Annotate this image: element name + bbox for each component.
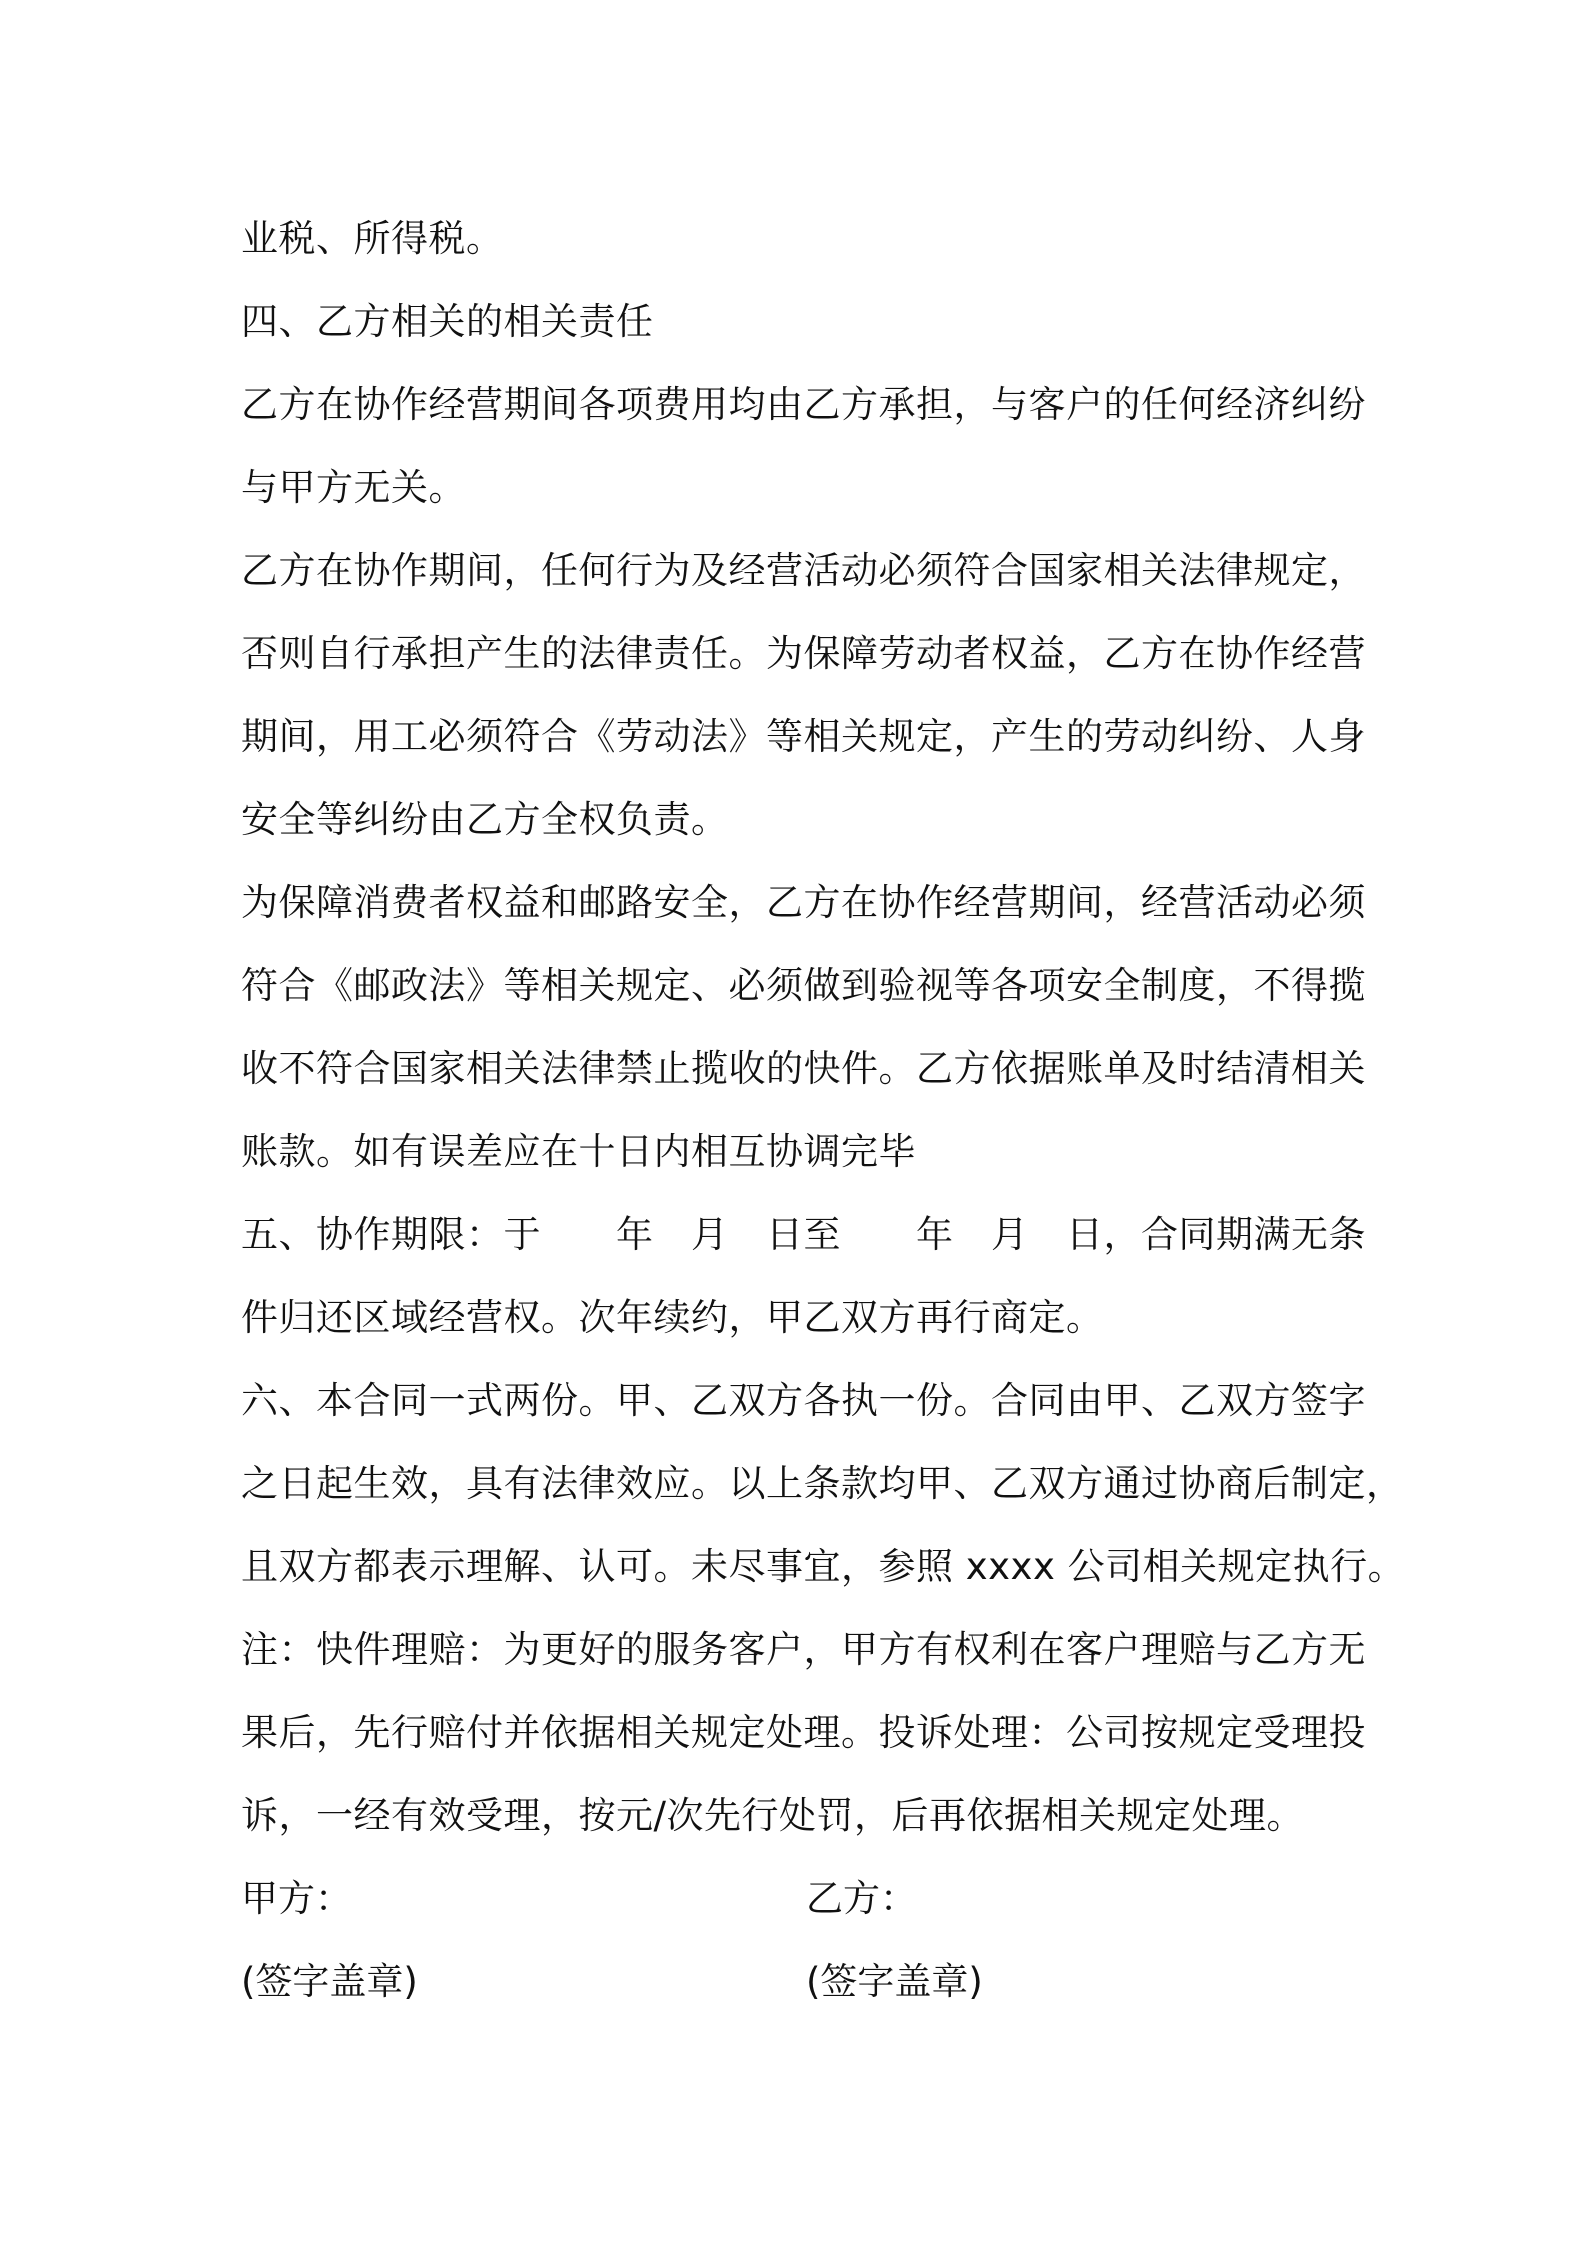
party-b-label: 乙方： (806, 1877, 917, 1920)
text-line: 乙方在协作经营期间各项费用均由乙方承担，与客户的任何经济纠纷 (241, 383, 1366, 426)
text-line: 件归还区域经营权。次年续约，甲乙双方再行商定。 (241, 1296, 1104, 1339)
text-line: 诉，一经有效受理，按元/次先行处罚，后再依据相关规定处理。 (241, 1794, 1304, 1837)
text-line: 与甲方无关。 (241, 466, 466, 509)
signature-label-row (241, 1857, 1371, 1940)
document-body (241, 197, 1406, 2023)
text-line: 之日起生效，具有法律效应。以上条款均甲、乙双方通过协商后制定， (241, 1462, 1404, 1505)
party-a-label: 甲方： (241, 1877, 352, 1920)
text-line: 为保障消费者权益和邮路安全，乙方在协作经营期间，经营活动必须 (241, 881, 1366, 924)
text-line: 符合《邮政法》等相关规定、必须做到验视等各项安全制度，不得揽 (241, 964, 1366, 1007)
text-line: 期间，用工必须符合《劳动法》等相关规定，产生的劳动纠纷、人身 (241, 715, 1366, 758)
section-heading: 六、本合同一式两份。甲、乙双方各执一份。合同由甲、乙双方签字 (241, 1379, 1366, 1422)
section-heading: 四、乙方相关的相关责任 (241, 300, 654, 343)
text-line: 安全等纠纷由乙方全权负责。 (241, 798, 729, 841)
party-b-stamp-note: (签字盖章) (806, 1960, 983, 2003)
party-a-stamp-note: (签字盖章) (241, 1960, 418, 2003)
text-line: 乙方在协作期间，任何行为及经营活动必须符合国家相关法律规定， (241, 549, 1366, 592)
text-line: 果后，先行赔付并依据相关规定处理。投诉处理：公司按规定受理投 (241, 1711, 1366, 1754)
text-line: 收不符合国家相关法律禁止揽收的快件。乙方依据账单及时结清相关 (241, 1047, 1366, 1090)
signature-stamp-row (241, 1940, 1371, 2023)
text-line: 业税、所得税。 (241, 217, 504, 260)
section-heading: 五、协作期限：于 年 月 日至 年 月 日，合同期满无条 (241, 1213, 1366, 1256)
text-line: 注：快件理赔：为更好的服务客户，甲方有权利在客户理赔与乙方无 (241, 1628, 1366, 1671)
text-line: 账款。如有误差应在十日内相互协调完毕 (241, 1130, 916, 1173)
text-line: 否则自行承担产生的法律责任。为保障劳动者权益，乙方在协作经营 (241, 632, 1366, 675)
text-line: 且双方都表示理解、认可。未尽事宜，参照 xxxx 公司相关规定执行。 (241, 1545, 1406, 1588)
